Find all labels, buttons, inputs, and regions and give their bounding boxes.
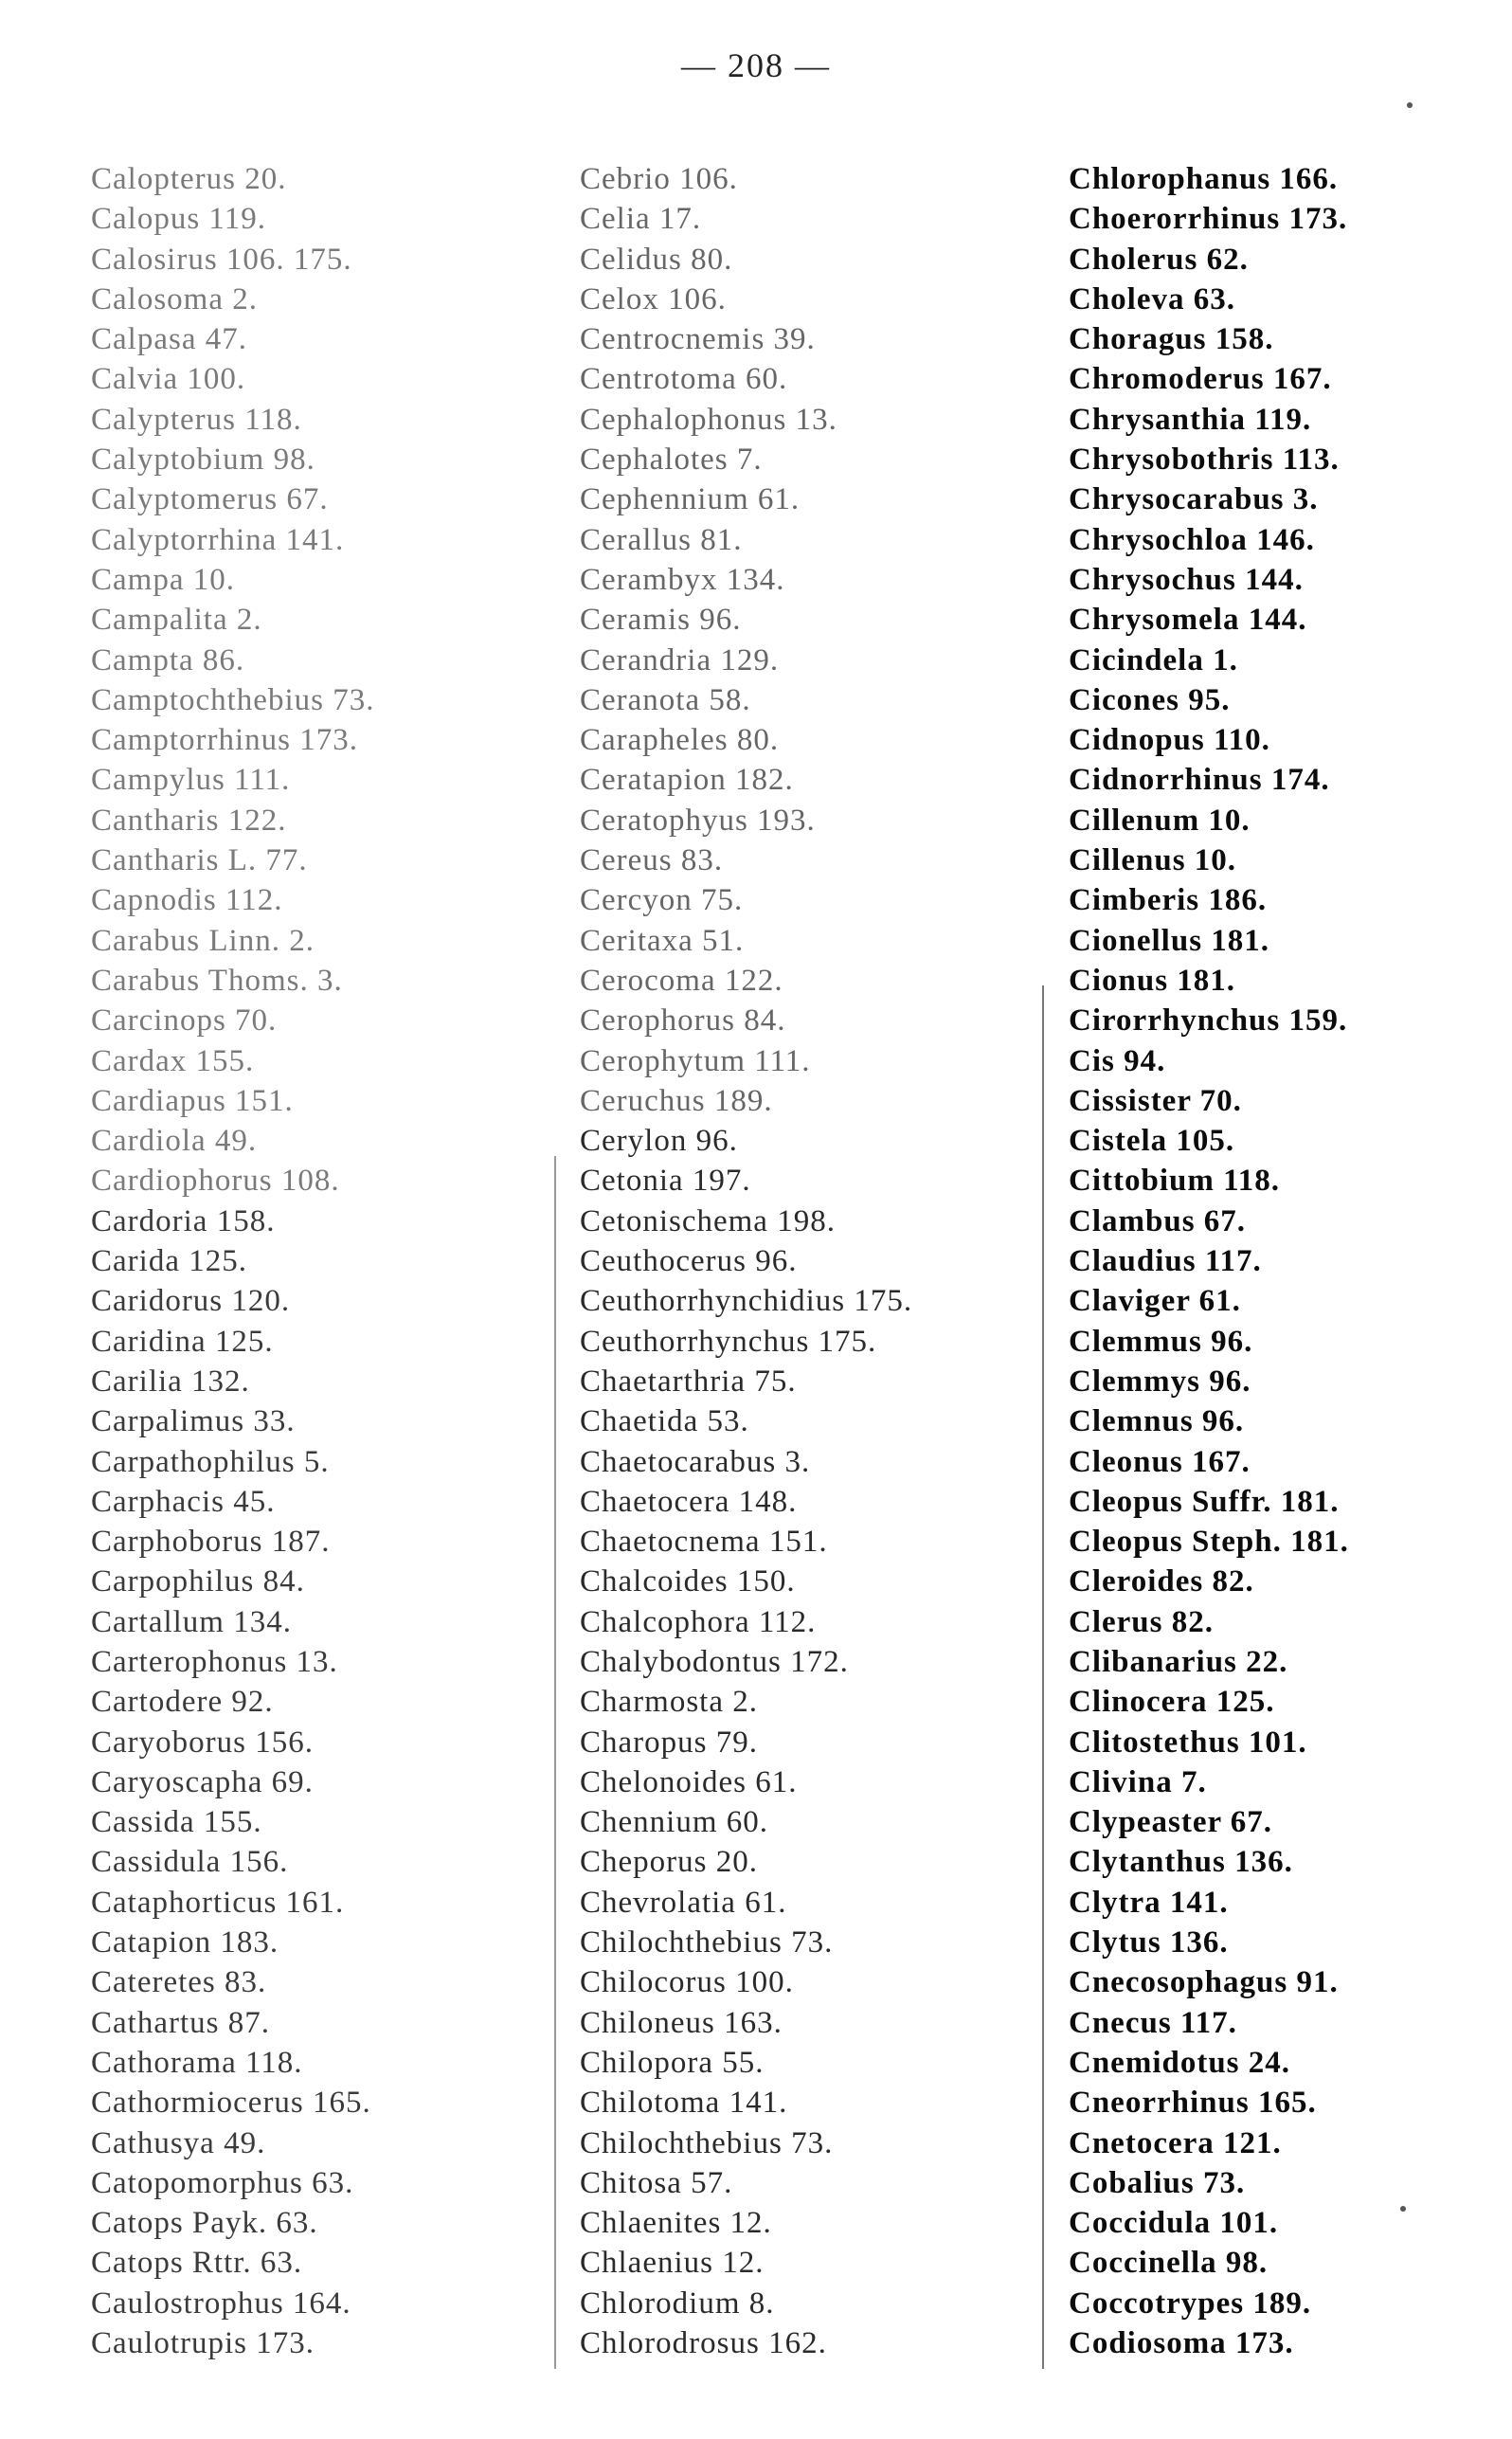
index-entry: Cardiola 49.: [91, 1124, 258, 1159]
index-entry: Cistela 105.: [1069, 1124, 1235, 1159]
index-entry: Cerylon 96.: [580, 1124, 738, 1159]
index-entry: Cephalotes 7.: [580, 443, 763, 478]
index-entry: Claviger 61.: [1069, 1284, 1241, 1319]
index-entry: Clemnus 96.: [1069, 1404, 1245, 1439]
index-entry: Carida 125.: [91, 1244, 247, 1279]
index-entry: Clerus 82.: [1069, 1604, 1214, 1639]
index-entry: Cathusya 49.: [91, 2125, 266, 2160]
index-entry: Cnecus 117.: [1069, 2005, 1237, 2040]
index-entry: Cerallus 81.: [580, 522, 743, 557]
index-entry: Centrocnemis 39.: [580, 322, 816, 357]
index-entry: Coccinella 98.: [1069, 2246, 1269, 2281]
index-entry: Caryoscapha 69.: [91, 1764, 314, 1799]
index-entry: Cionus 181.: [1069, 963, 1236, 998]
index-entry: Chilocorus 100.: [580, 1965, 794, 2000]
index-entry: Cartodere 92.: [91, 1685, 274, 1720]
column-divider-right: [1042, 985, 1044, 2369]
index-entry: Choleva 63.: [1069, 281, 1235, 316]
index-entry: Clemmys 96.: [1069, 1364, 1251, 1399]
index-entry: Chevrolatia 61.: [580, 1885, 787, 1920]
index-entry: Caulotrupis 173.: [91, 2326, 315, 2361]
index-entry: Choerorrhinus 173.: [1069, 202, 1348, 237]
index-entry: Campa 10.: [91, 562, 235, 597]
index-entry: Ceuthorrhynchus 175.: [580, 1324, 877, 1359]
index-entry: Cephennium 61.: [580, 482, 801, 517]
index-entry: Cerophytum 111.: [580, 1043, 811, 1078]
index-entry: Charmosta 2.: [580, 1685, 758, 1720]
index-entry: Carilia 132.: [91, 1364, 250, 1399]
index-column-2: [580, 159, 1025, 2363]
index-entry: Ceuthorrhynchidius 175.: [580, 1284, 913, 1319]
index-entry: Chrysocarabus 3.: [1069, 482, 1319, 517]
index-entry: Cis 94.: [1069, 1043, 1166, 1078]
index-entry: Chromoderus 167.: [1069, 362, 1332, 397]
index-entry: Chlaenites 12.: [580, 2206, 772, 2241]
index-entry: Cetonischema 198.: [580, 1203, 836, 1238]
index-column-3: [1069, 159, 1512, 2363]
index-entry: Chaetida 53.: [580, 1404, 749, 1439]
index-entry: Chiloneus 163.: [580, 2005, 783, 2040]
index-entry: Cerocoma 122.: [580, 963, 783, 998]
index-entry: Centrotoma 60.: [580, 362, 788, 397]
index-entry: Cissister 70.: [1069, 1083, 1242, 1118]
index-entry: Chaetarthria 75.: [580, 1364, 797, 1399]
index-entry: Clivina 7.: [1069, 1764, 1207, 1799]
speck-mark: [1407, 102, 1413, 108]
index-entry: Cassida 155.: [91, 1805, 262, 1840]
page-number-header: — 208 —: [681, 46, 831, 84]
index-entry: Cheporus 20.: [580, 1845, 758, 1880]
index-entry: Chilopora 55.: [580, 2045, 765, 2080]
index-entry: Camptochthebius 73.: [91, 682, 375, 717]
index-entry: Cionellus 181.: [1069, 923, 1270, 958]
index-entry: Chrysanthia 119.: [1069, 402, 1312, 437]
index-entry: Caridorus 120.: [91, 1284, 291, 1319]
index-entry: Carterophonus 13.: [91, 1644, 338, 1679]
index-entry: Cicindela 1.: [1069, 642, 1238, 678]
index-entry: Cnetocera 121.: [1069, 2125, 1282, 2160]
index-entry: Cardoria 158.: [91, 1203, 276, 1238]
index-entry: Cleroides 82.: [1069, 1564, 1254, 1599]
index-entry: Chrysobothris 113.: [1069, 443, 1340, 478]
index-entry: Codiosoma 173.: [1069, 2326, 1294, 2361]
index-entry: Cathorama 118.: [91, 2045, 303, 2080]
index-entry: Cimberis 186.: [1069, 883, 1268, 918]
index-entry: Cnemidotus 24.: [1069, 2045, 1291, 2080]
index-entry: Clypeaster 67.: [1069, 1805, 1273, 1840]
index-entry: Cillenus 10.: [1069, 843, 1237, 878]
index-entry: Claudius 117.: [1069, 1244, 1262, 1279]
index-entry: Cicones 95.: [1069, 682, 1231, 717]
index-entry: Chaetocera 148.: [580, 1484, 798, 1519]
index-column-1: [91, 159, 546, 2363]
index-entry: Calypterus 118.: [91, 402, 302, 437]
index-entry: Calvia 100.: [91, 362, 246, 397]
index-entry: Chrysochloa 146.: [1069, 522, 1315, 557]
index-entry: Cardiapus 151.: [91, 1083, 294, 1118]
index-entry: Chlorodrosus 162.: [580, 2326, 827, 2361]
index-entry: Cerophorus 84.: [580, 1003, 786, 1039]
index-entry: Clambus 67.: [1069, 1203, 1247, 1238]
index-entry: Cataphorticus 161.: [91, 1885, 345, 1920]
index-entry: Cobalius 73.: [1069, 2165, 1246, 2200]
index-entry: Clytanthus 136.: [1069, 1845, 1293, 1880]
index-entry: Chalcophora 112.: [580, 1604, 817, 1639]
index-entry: Campta 86.: [91, 642, 245, 678]
index-entry: Cleopus Steph. 181.: [1069, 1525, 1349, 1560]
index-entry: Caulostrophus 164.: [91, 2285, 351, 2321]
index-entry: Cleonus 167.: [1069, 1444, 1251, 1479]
index-entry: Cirorrhynchus 159.: [1069, 1003, 1348, 1039]
index-entry: Chrysomela 144.: [1069, 603, 1307, 638]
index-entry: Clibanarius 22.: [1069, 1644, 1288, 1679]
index-entry: Cateretes 83.: [91, 1965, 267, 2000]
index-entry: Clytus 136.: [1069, 1925, 1229, 1960]
index-entry: Carapheles 80.: [580, 723, 780, 758]
index-entry: Celia 17.: [580, 202, 702, 237]
index-entry: Carphoborus 187.: [91, 1525, 331, 1560]
index-entry: Chlaenius 12.: [580, 2246, 765, 2281]
index-entry: Chalybodontus 172.: [580, 1644, 849, 1679]
index-entry: Calopus 119.: [91, 202, 266, 237]
index-entry: Cerandria 129.: [580, 642, 780, 678]
index-entry: Carpalimus 33.: [91, 1404, 296, 1439]
index-entry: Cebrio 106.: [580, 162, 738, 196]
index-entry: Ceranota 58.: [580, 682, 751, 717]
index-entry: Ceritaxa 51.: [580, 923, 745, 958]
index-entry: Calosoma 2.: [91, 281, 258, 316]
index-entry: Chlorophanus 166.: [1069, 162, 1339, 196]
index-entry: Calyptomerus 67.: [91, 482, 329, 517]
index-entry: Chennium 60.: [580, 1805, 768, 1840]
index-entry: Chitosa 57.: [580, 2165, 733, 2200]
index-entry: Cidnopus 110.: [1069, 723, 1270, 758]
index-entry: Calpasa 47.: [91, 322, 247, 357]
index-entry: Cidnorrhinus 174.: [1069, 763, 1330, 798]
index-entry: Cereus 83.: [580, 843, 724, 878]
index-entry: Caridina 125.: [91, 1324, 274, 1359]
index-entry: Cnecosophagus 91.: [1069, 1965, 1339, 2000]
index-entry: Celidus 80.: [580, 242, 733, 277]
index-entry: Carabus Thoms. 3.: [91, 963, 343, 998]
index-entry: Cephalophonus 13.: [580, 402, 837, 437]
index-entry: Carphacis 45.: [91, 1484, 276, 1519]
index-entry: Calyptobium 98.: [91, 443, 315, 478]
index-entry: Cerambyx 134.: [580, 562, 785, 597]
index-entry: Carpathophilus 5.: [91, 1444, 330, 1479]
index-entry: Carcinops 70.: [91, 1003, 278, 1039]
index-entry: Celox 106.: [580, 281, 727, 316]
index-entry: Camptorrhinus 173.: [91, 723, 358, 758]
index-entry: Ceruchus 189.: [580, 1083, 773, 1118]
index-entry: Clytra 141.: [1069, 1885, 1229, 1920]
index-entry: Caryoborus 156.: [91, 1725, 314, 1760]
index-entry: Cleopus Suffr. 181.: [1069, 1484, 1340, 1519]
index-entry: Chaetocnema 151.: [580, 1525, 828, 1560]
index-entry: Ceuthocerus 96.: [580, 1244, 798, 1279]
index-entry: Coccotrypes 189.: [1069, 2285, 1312, 2321]
index-entry: Clinocera 125.: [1069, 1685, 1275, 1720]
index-entry: Campylus 111.: [91, 763, 291, 798]
index-entry: Cetonia 197.: [580, 1164, 751, 1199]
index-entry: Catopomorphus 63.: [91, 2165, 354, 2200]
index-entry: Clitostethus 101.: [1069, 1725, 1307, 1760]
index-entry: Ceramis 96.: [580, 603, 742, 638]
index-entry: Chilotoma 141.: [580, 2086, 788, 2121]
index-entry: Catops Rttr. 63.: [91, 2246, 303, 2281]
index-entry: Calosirus 106. 175.: [91, 242, 352, 277]
index-entry: Calopterus 20.: [91, 162, 287, 196]
index-entry: Cardax 155.: [91, 1043, 255, 1078]
index-entry: Campalita 2.: [91, 603, 262, 638]
index-entry: Chelonoides 61.: [580, 1764, 798, 1799]
index-entry: Coccidula 101.: [1069, 2206, 1279, 2241]
index-entry: Choragus 158.: [1069, 322, 1274, 357]
index-entry: Cardiophorus 108.: [91, 1164, 340, 1199]
index-entry: Calyptorrhina 141.: [91, 522, 345, 557]
index-entry: Cartallum 134.: [91, 1604, 292, 1639]
index-entry: Cercyon 75.: [580, 883, 744, 918]
index-entry: Cillenum 10.: [1069, 803, 1251, 838]
index-entry: Cassidula 156.: [91, 1845, 289, 1880]
index-entry: Chalcoides 150.: [580, 1564, 796, 1599]
index-entry: Carpophilus 84.: [91, 1564, 305, 1599]
index-entry: Cittobium 118.: [1069, 1164, 1281, 1199]
index-entry: Chilochthebius 73.: [580, 1925, 834, 1960]
index-entry: Chlorodium 8.: [580, 2285, 775, 2321]
index-entry: Cathormiocerus 165.: [91, 2086, 371, 2121]
index-entry: Ceratophyus 193.: [580, 803, 816, 838]
index-entry: Clemmus 96.: [1069, 1324, 1253, 1359]
index-entry: Capnodis 112.: [91, 883, 283, 918]
column-divider-left: [554, 1156, 556, 2369]
index-entry: Cantharis 122.: [91, 803, 287, 838]
index-entry: Cholerus 62.: [1069, 242, 1249, 277]
index-entry: Chilochthebius 73.: [580, 2125, 834, 2160]
index-entry: Carabus Linn. 2.: [91, 923, 315, 958]
index-entry: Cneorrhinus 165.: [1069, 2086, 1317, 2121]
index-entry: Catapion 183.: [91, 1925, 279, 1960]
index-entry: Chrysochus 144.: [1069, 562, 1304, 597]
index-entry: Ceratapion 182.: [580, 763, 794, 798]
index-entry: Chaetocarabus 3.: [580, 1444, 811, 1479]
index-entry: Catops Payk. 63.: [91, 2206, 318, 2241]
index-entry: Cantharis L. 77.: [91, 843, 308, 878]
index-entry: Charopus 79.: [580, 1725, 758, 1760]
index-entry: Cathartus 87.: [91, 2005, 270, 2040]
